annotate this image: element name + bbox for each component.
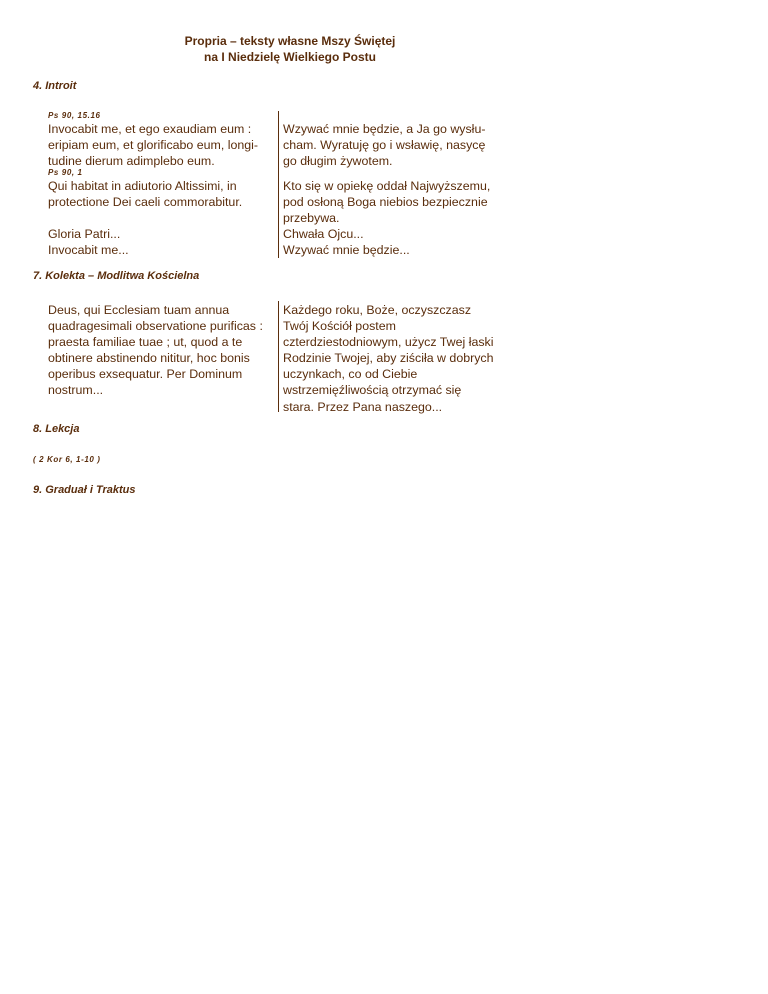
polish-text-collect [283,302,523,415]
text-line: Kto się w opiekę oddał Najwyższemu, [283,179,491,193]
text-line: eripiam eum, et glorificabo eum, longi- [48,138,259,153]
text-line: Invocabit me... [48,243,129,258]
text-line: protectione Dei caeli commorabitur. [48,195,243,210]
text-line: pod osłoną Boga niebios bezpiecznie [283,195,488,210]
scripture-reference: Ps 90, 15.16 [48,111,101,120]
text-line: Każdego roku, Boże, oczyszczasz [283,303,472,317]
text-line: wstrzemięźliwością otrzymać się [283,383,462,398]
text-line: uczynkach, co od Ciebie [283,367,418,382]
text-line: stara. Przez Pana naszego... [283,399,443,414]
latin-text-introit-psalm [48,178,278,210]
polish-text-introit-psalm [283,178,523,258]
text-line: praesta familiae tuae ; ut, quod a te [48,335,243,350]
column-divider [278,111,279,258]
section-heading-introit: 4. Introit [33,80,77,92]
text-line: Deus, qui Ecclesiam tuam annua [48,303,230,317]
text-line: Invocabit me, et ego exaudiam eum : [48,122,252,136]
text-line: operibus exsequatur. Per Dominum [48,367,243,382]
text-line: Gloria Patri... [48,227,121,241]
text-line: czterdziestodniowym, użycz Twej łaski [283,335,494,350]
section-heading-reading: 8. Lekcja [33,423,80,435]
text-line: Wzywać mnie będzie... [283,243,410,258]
page-title [112,33,468,65]
latin-text-introit-gloria [48,226,278,258]
latin-text-introit-antiphon [48,121,278,169]
text-line: obtinere abstinendo nititur, hoc bonis [48,351,250,366]
text-line: cham. Wyratuję go i wsławię, nasycę [283,138,486,153]
text-line: Twój Kościół postem [283,319,396,334]
text-line: Chwała Ojcu... [283,227,364,242]
polish-text-introit-antiphon [283,121,523,169]
scripture-reference: Ps 90, 1 [48,168,83,177]
text-line: Qui habitat in adiutorio Altissimi, in [48,179,237,193]
text-line: przebywa. [283,211,340,226]
section-heading-gradual: 9. Graduał i Traktus [33,484,136,496]
text-line: tudine dierum adimplebo eum. [48,154,215,169]
text-line: go długim żywotem. [283,154,393,169]
title-line-2: na I Niedzielę Wielkiego Postu [204,50,376,64]
text-line: nostrum... [48,383,104,398]
title-line-1: Propria – teksty własne Mszy Świętej [184,34,396,48]
text-line: quadragesimali observatione purificas : [48,319,263,334]
text-line: Wzywać mnie będzie, a Ja go wysłu- [283,122,486,136]
latin-text-collect [48,302,278,399]
column-divider [278,301,279,412]
section-heading-collect: 7. Kolekta – Modlitwa Kościelna [33,270,200,282]
scripture-reference: ( 2 Kor 6, 1-10 ) [33,455,101,464]
text-line: Rodzinie Twojej, aby ziściła w dobrych [283,351,494,366]
